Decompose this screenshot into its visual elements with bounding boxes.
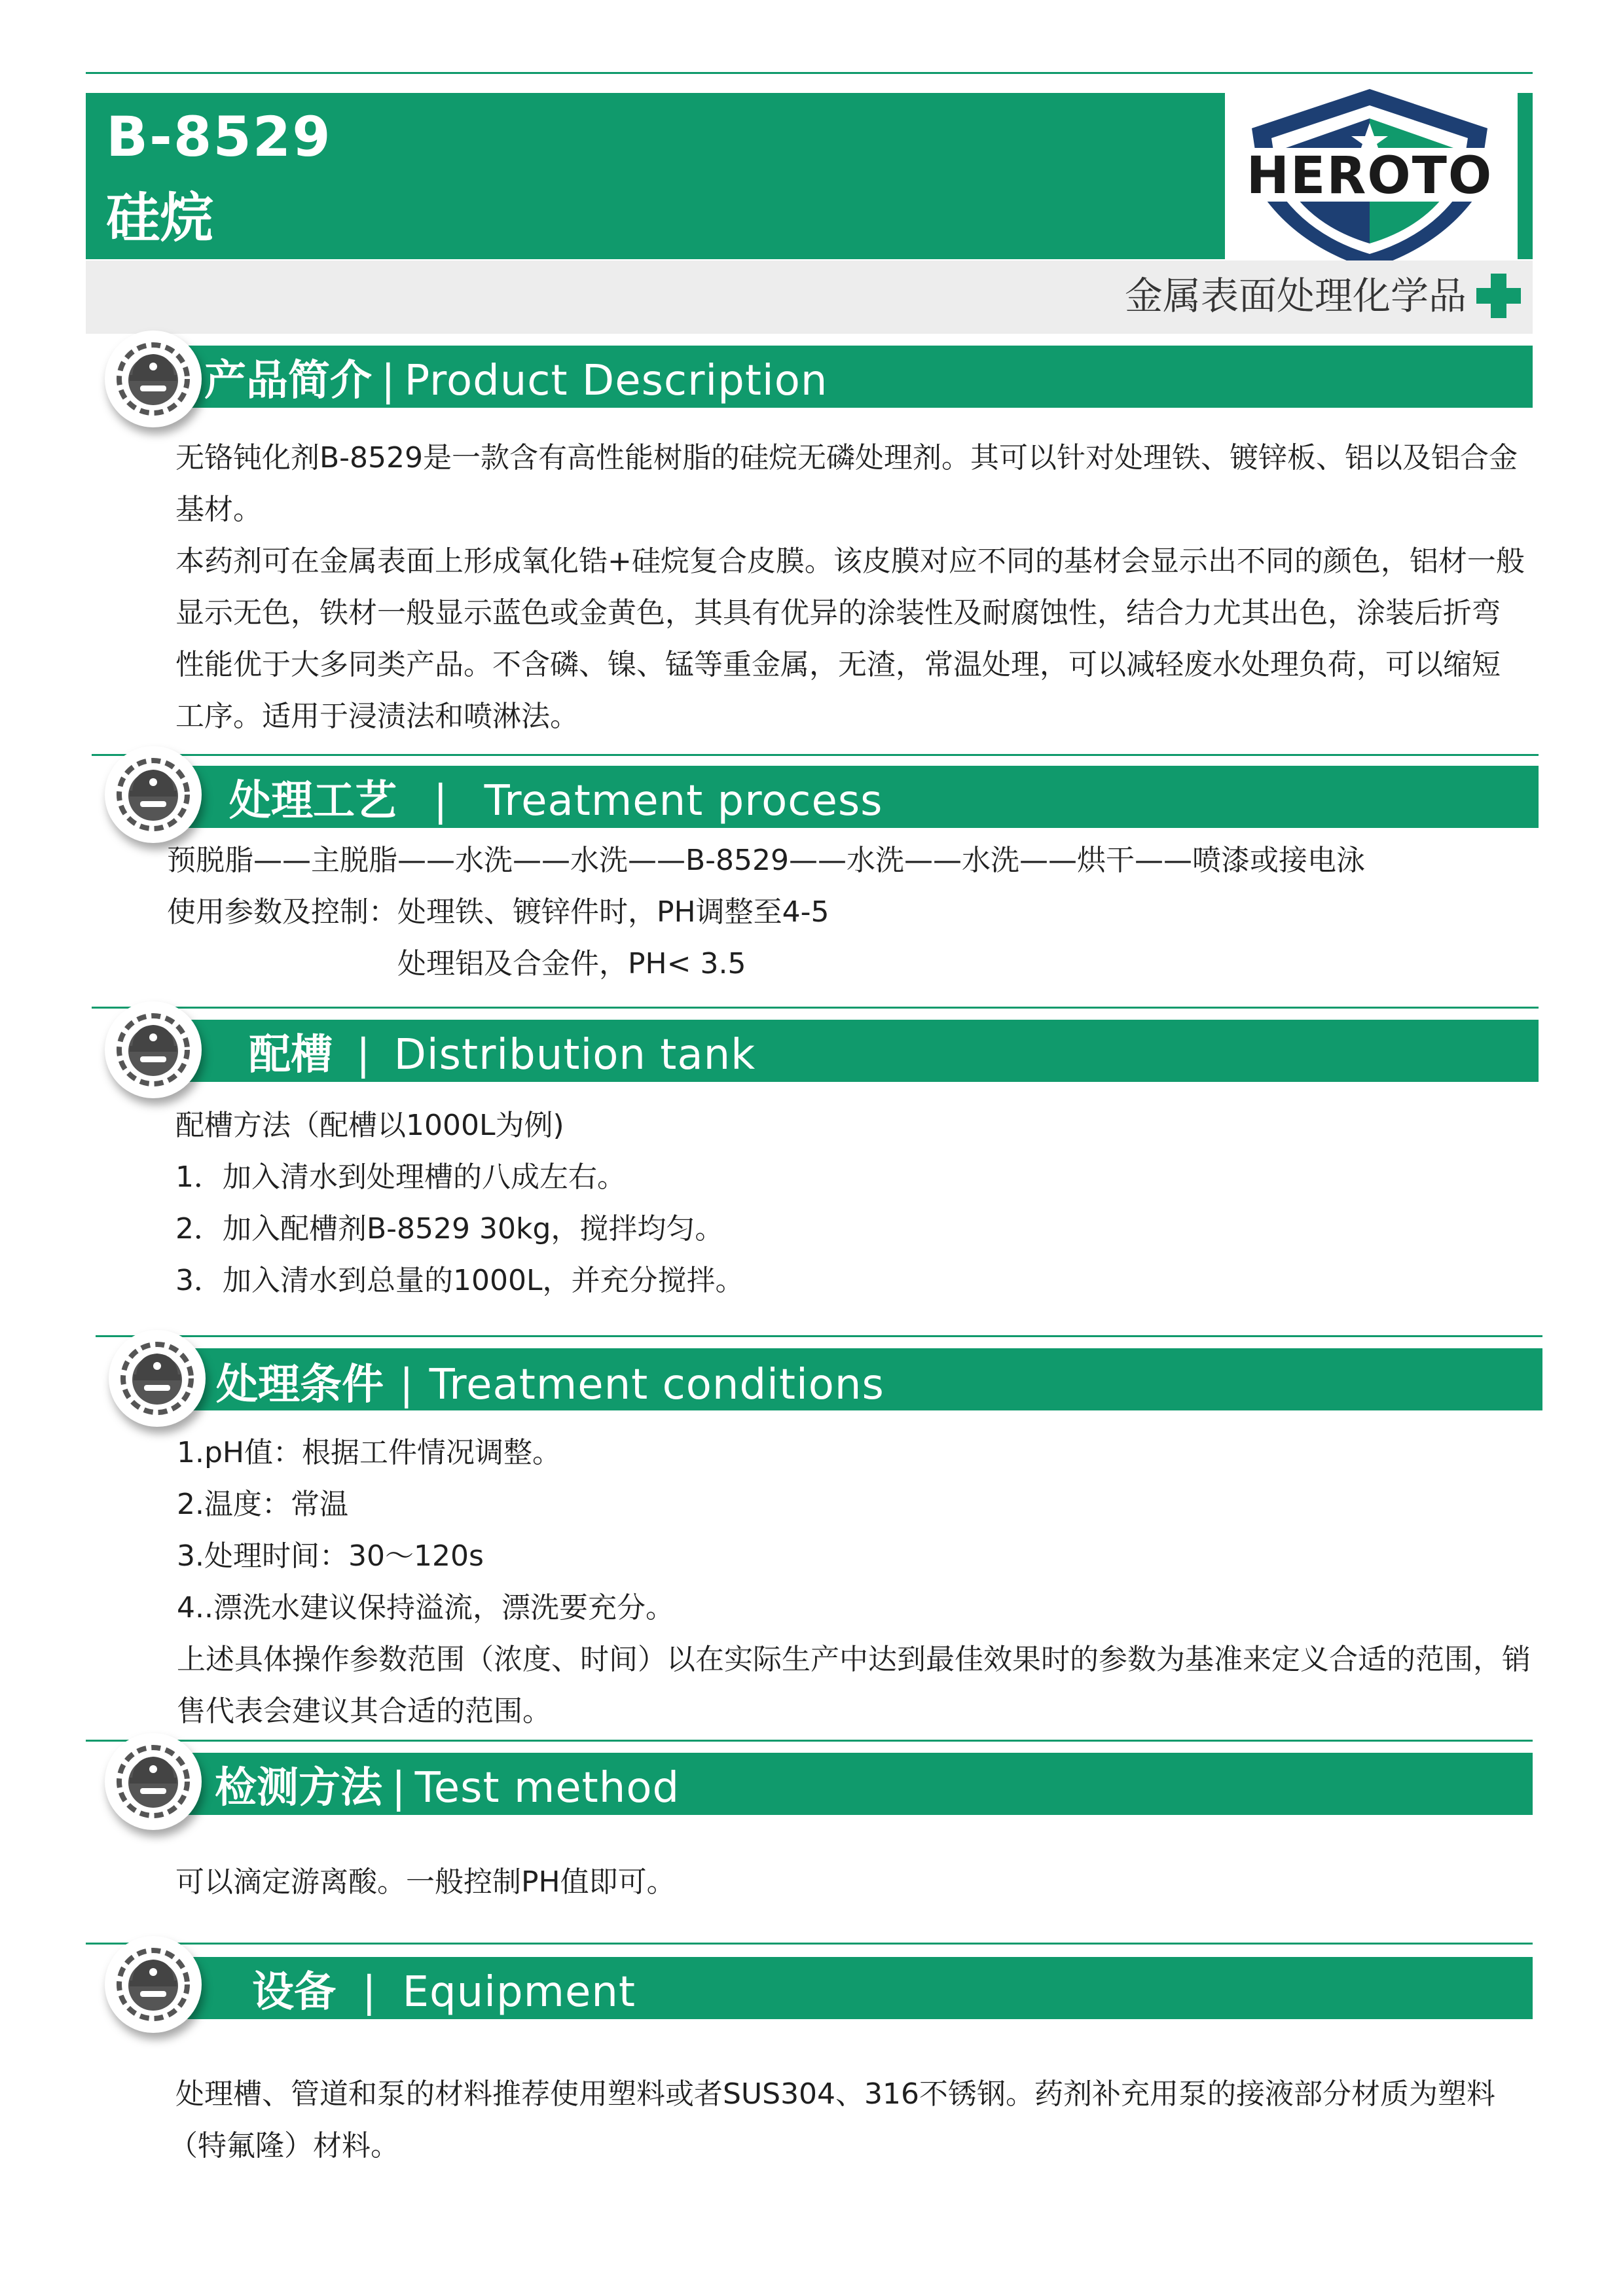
badge-conditions xyxy=(109,1330,206,1427)
process-flow-line: 预脱脂——主脱脂——水洗——水洗——B-8529——水洗——水洗——烘干——喷漆或接电泳 xyxy=(167,844,1366,877)
description-line: 性能优于大多同类产品。不含磷、镍、锰等重金属，无渣，常温处理，可以减轻废水处理负荷，可以缩短 xyxy=(175,648,1501,681)
heroto-logo xyxy=(1226,82,1514,272)
description-line: 无铬钝化剂B-8529是一款含有高性能树脂的硅烷无磷处理剂。其可以针对处理铁、镀锌板、铝以及铝合金 xyxy=(175,441,1518,475)
product-name: 硅烷 xyxy=(106,187,214,249)
worker-gear-icon xyxy=(117,1745,190,1818)
description-line: 基材。 xyxy=(175,493,262,526)
section-title-equipment: 设备 | Equipment xyxy=(252,1968,636,2017)
section-title-conditions: 处理条件 | Treatment conditions xyxy=(216,1361,884,1409)
description-line: 工序。适用于浸渍法和喷淋法。 xyxy=(175,700,579,733)
divider-equipment xyxy=(86,1943,1533,1945)
process-param-line: 处理铝及合金件，PH< 3.5 xyxy=(397,947,746,980)
conditions-line: 1.pH值：根据工件情况调整。 xyxy=(177,1436,561,1469)
divider-tank xyxy=(92,1007,1539,1009)
tank-line: 1．加入清水到处理槽的八成左右。 xyxy=(175,1160,626,1194)
badge-test xyxy=(105,1733,202,1830)
top-divider-line xyxy=(86,72,1533,74)
brand-name: HEROTO xyxy=(1246,147,1493,206)
badge-description xyxy=(105,331,202,427)
worker-gear-icon xyxy=(117,758,190,831)
header-right-strip xyxy=(1518,93,1533,259)
divider-conditions xyxy=(96,1335,1542,1337)
badge-process xyxy=(105,746,202,843)
badge-tank xyxy=(105,1001,202,1098)
tank-line: 配槽方法（配槽以1000L为例) xyxy=(175,1109,564,1142)
section-title-test: 检测方法 | Test method xyxy=(215,1764,680,1812)
conditions-line: 售代表会建议其合适的范围。 xyxy=(177,1695,551,1728)
worker-gear-icon xyxy=(117,342,190,416)
conditions-line: 2.温度：常温 xyxy=(177,1488,348,1521)
category-label: 金属表面处理化学品 xyxy=(1124,274,1467,318)
description-line: 本药剂可在金属表面上形成氧化锆+硅烷复合皮膜。该皮膜对应不同的基材会显示出不同的颜色，铝材一般 xyxy=(175,545,1525,578)
tank-line: 3．加入清水到总量的1000L，并充分搅拌。 xyxy=(175,1264,744,1297)
section-title-tank: 配槽 | Distribution tank xyxy=(249,1031,756,1079)
test-line: 可以滴定游离酸。一般控制PH值即可。 xyxy=(175,1865,676,1899)
conditions-line: 3.处理时间：30～120s xyxy=(177,1539,484,1573)
section-title-process: 处理工艺 | Treatment process xyxy=(229,777,883,825)
badge-equipment xyxy=(105,1936,202,2033)
divider-process xyxy=(92,754,1539,756)
worker-gear-icon xyxy=(117,1948,190,2021)
product-code: B-8529 xyxy=(106,105,332,169)
divider-test xyxy=(86,1740,1533,1742)
tank-line: 2．加入配槽剂B-8529 30kg，搅拌均匀。 xyxy=(175,1212,724,1246)
plus-icon xyxy=(1476,274,1521,318)
worker-gear-icon xyxy=(117,1013,190,1086)
conditions-line: 上述具体操作参数范围（浓度、时间）以在实际生产中达到最佳效果时的参数为基准来定义合适的范围，销 xyxy=(177,1643,1531,1676)
description-line: 显示无色，铁材一般显示蓝色或金黄色，其具有优异的涂装性及耐腐蚀性，结合力尤其出色，涂装后折弯 xyxy=(175,596,1501,630)
equipment-line: 处理槽、管道和泵的材料推荐使用塑料或者SUS304、316不锈钢。药剂补充用泵的接液部分材质为塑料 xyxy=(175,2077,1496,2111)
equipment-line: （特氟隆）材料。 xyxy=(169,2129,399,2162)
section-title-description: 产品简介 | Product Description xyxy=(204,357,828,405)
worker-gear-icon xyxy=(120,1342,194,1415)
process-param-line: 使用参数及控制：处理铁、镀锌件时，PH调整至4-5 xyxy=(167,895,830,929)
conditions-line: 4..漂洗水建议保持溢流，漂洗要充分。 xyxy=(177,1591,674,1624)
